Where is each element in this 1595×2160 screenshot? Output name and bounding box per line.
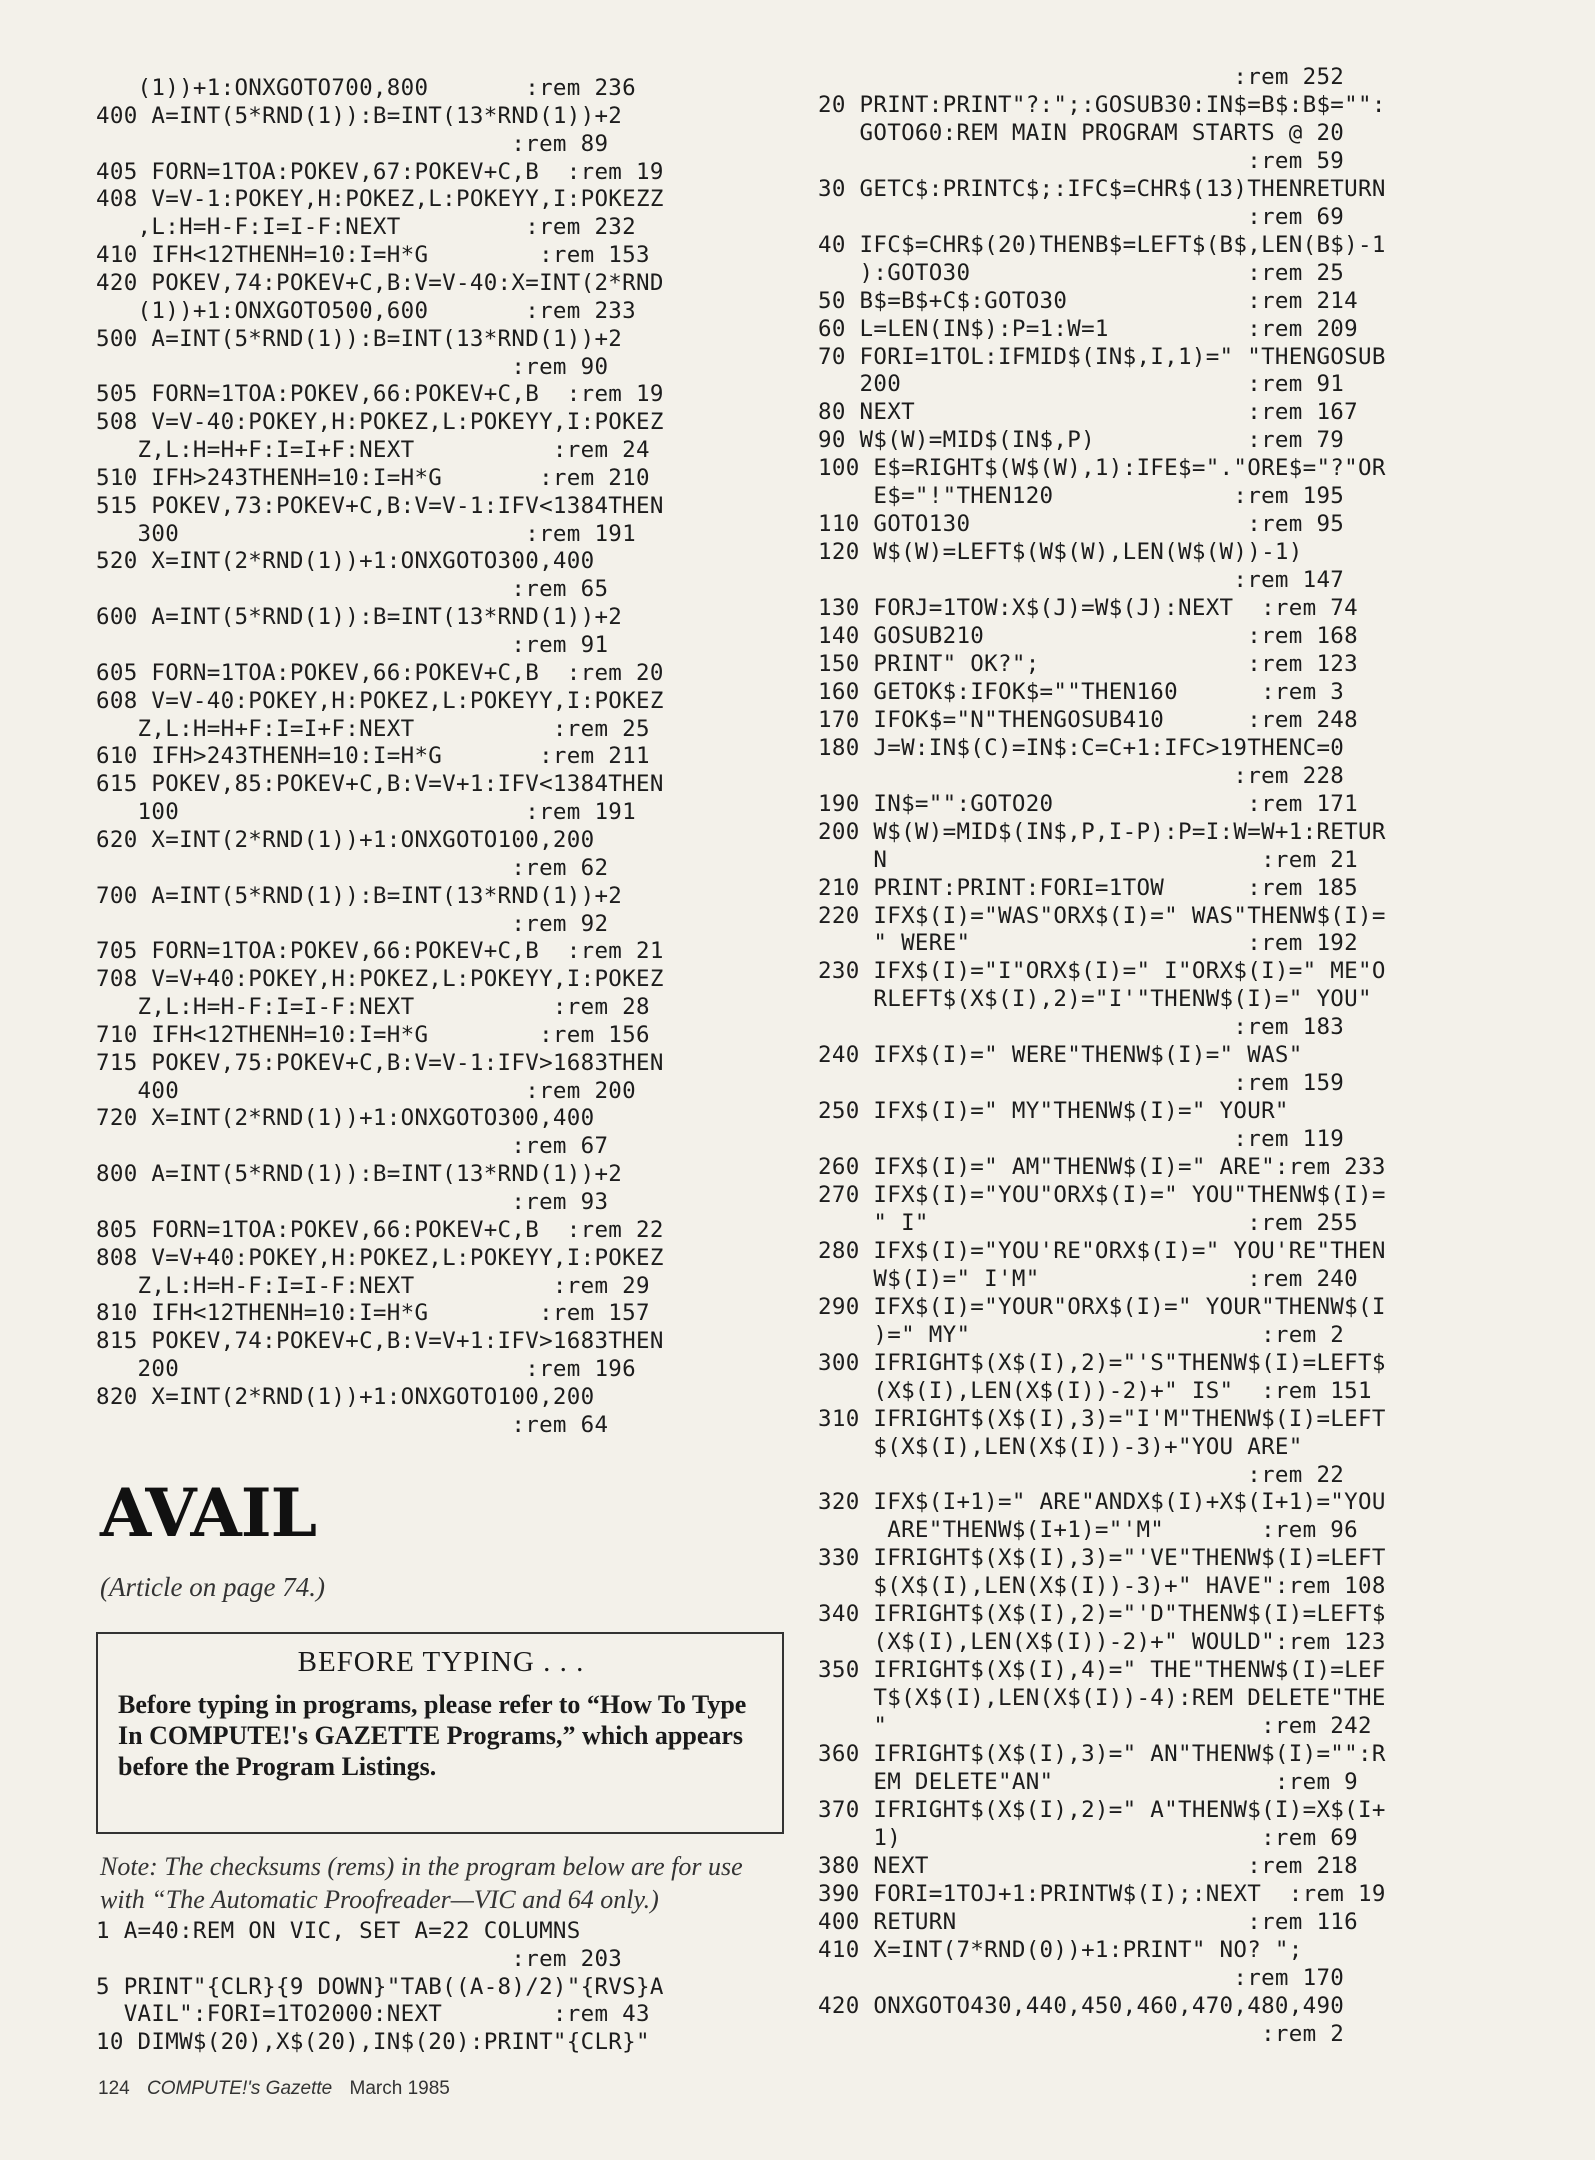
code-line: 200 :rem 91 bbox=[818, 371, 1345, 398]
code-line: 220 IFX$(I)="WAS"ORX$(I)=" WAS"THENW$(I)= bbox=[818, 902, 1386, 929]
code-line: 805 FORN=1TOA:POKEV,66:POKEV+C,B :rem 22 bbox=[96, 1216, 664, 1243]
code-line: Z,L:H=H-F:I=I-F:NEXT :rem 29 bbox=[96, 1272, 650, 1299]
code-line: Z,L:H=H-F:I=I-F:NEXT :rem 28 bbox=[96, 994, 650, 1021]
code-line: 605 FORN=1TOA:POKEV,66:POKEV+C,B :rem 20 bbox=[96, 659, 664, 686]
code-line: 280 IFX$(I)="YOU'RE"ORX$(I)=" YOU'RE"THEN bbox=[818, 1237, 1386, 1264]
code-line: 90 W$(W)=MID$(IN$,P) :rem 79 bbox=[818, 427, 1345, 454]
code-line: :rem 147 bbox=[818, 567, 1345, 594]
code-line: :rem 64 bbox=[96, 1411, 609, 1438]
code-line: 350 IFRIGHT$(X$(I),4)=" THE"THENW$(I)=LEF bbox=[818, 1657, 1386, 1684]
code-line: 420 ONXGOTO430,440,450,460,470,480,490 bbox=[818, 1992, 1345, 2019]
code-line: 390 FORI=1TOJ+1:PRINTW$(I);:NEXT :rem 19 bbox=[818, 1880, 1386, 1907]
box-body: Before typing in programs, please refer to “How To Type In COMPUTE!'s GAZETTE Programs,” which appears before the Program Listings. bbox=[118, 1690, 747, 1781]
code-line: 50 B$=B$+C$:GOTO30 :rem 214 bbox=[818, 287, 1358, 314]
code-line: :rem 90 bbox=[96, 353, 609, 380]
code-line: :rem 22 bbox=[818, 1461, 1345, 1488]
code-line: Z,L:H=H+F:I=I+F:NEXT :rem 24 bbox=[96, 437, 650, 464]
code-line: (1))+1:ONXGOTO500,600 :rem 233 bbox=[96, 297, 636, 324]
code-line: :rem 170 bbox=[818, 1964, 1345, 1991]
code-line: 600 A=INT(5*RND(1)):B=INT(13*RND(1))+2 bbox=[96, 604, 623, 631]
code-line: E$="!"THEN120 :rem 195 bbox=[818, 483, 1345, 510]
code-line: Z,L:H=H+F:I=I+F:NEXT :rem 25 bbox=[96, 715, 650, 742]
code-line: 170 IFOK$="N"THENGOSUB410 :rem 248 bbox=[818, 706, 1358, 733]
code-line: 60 L=LEN(IN$):P=1:W=1 :rem 209 bbox=[818, 315, 1358, 342]
code-line: 510 IFH>243THENH=10:I=H*G :rem 210 bbox=[96, 464, 650, 491]
code-line: (1))+1:ONXGOTO700,800 :rem 236 bbox=[96, 75, 636, 101]
code-line: 400 RETURN :rem 116 bbox=[818, 1908, 1358, 1935]
code-line: 1) :rem 69 bbox=[818, 1824, 1358, 1851]
code-line: 5 PRINT"{CLR}{9 DOWN}"TAB((A-8)/2)"{RVS}A bbox=[96, 1973, 664, 2000]
code-line: 330 IFRIGHT$(X$(I),3)="'VE"THENW$(I)=LEFT bbox=[818, 1545, 1386, 1572]
code-line: 180 J=W:IN$(C)=IN$:C=C+1:IFC>19THENC=0 bbox=[818, 734, 1345, 761]
code-line: 270 IFX$(I)="YOU"ORX$(I)=" YOU"THENW$(I)= bbox=[818, 1182, 1386, 1208]
code-line: 500 A=INT(5*RND(1)):B=INT(13*RND(1))+2 bbox=[96, 325, 623, 352]
before-typing-box bbox=[96, 1632, 784, 1834]
code-line: 808 V=V+40:POKEY,H:POKEZ,L:POKEYY,I:POKEZ bbox=[96, 1244, 664, 1271]
code-line: 10 DIMW$(20),X$(20),IN$(20):PRINT"{CLR}" bbox=[96, 2029, 650, 2056]
code-line: :rem 89 bbox=[96, 130, 609, 157]
code-line: 400 :rem 200 bbox=[96, 1077, 636, 1104]
article-reference: (Article on page 74.) bbox=[100, 1572, 325, 1602]
code-line: 100 E$=RIGHT$(W$(W),1):IFE$="."ORE$="?"OR bbox=[818, 455, 1386, 482]
code-line: 300 IFRIGHT$(X$(I),2)="'S"THENW$(I)=LEFT$ bbox=[818, 1349, 1386, 1376]
code-line: 405 FORN=1TOA:POKEV,67:POKEV+C,B :rem 19 bbox=[96, 158, 664, 185]
code-line: 360 IFRIGHT$(X$(I),3)=" AN"THENW$(I)="":R bbox=[818, 1741, 1386, 1767]
code-line: 160 GETOK$:IFOK$=""THEN160 :rem 3 bbox=[818, 678, 1345, 705]
code-line: 120 W$(W)=LEFT$(W$(W),LEN(W$(W))-1) bbox=[818, 539, 1303, 566]
box-title: BEFORE TYPING . . . bbox=[297, 1646, 585, 1678]
code-line: 130 FORJ=1TOW:X$(J)=W$(J):NEXT :rem 74 bbox=[818, 595, 1358, 622]
code-line: 1 A=40:REM ON VIC, SET A=22 COLUMNS bbox=[96, 1918, 581, 1944]
code-line: 40 IFC$=CHR$(20)THENB$=LEFT$(B$,LEN(B$)-1 bbox=[818, 231, 1386, 258]
code-line: )=" MY" :rem 2 bbox=[818, 1321, 1345, 1348]
code-line: 700 A=INT(5*RND(1)):B=INT(13*RND(1))+2 bbox=[96, 882, 623, 909]
code-line: " WERE" :rem 192 bbox=[818, 930, 1358, 957]
code-line: EM DELETE"AN" :rem 9 bbox=[818, 1768, 1358, 1795]
code-line: 720 X=INT(2*RND(1))+1:ONXGOTO300,400 bbox=[96, 1105, 595, 1132]
code-line: :rem 159 bbox=[818, 1070, 1345, 1097]
code-line: 608 V=V-40:POKEY,H:POKEZ,L:POKEYY,I:POKEZ bbox=[96, 687, 664, 714]
page-number: 124 bbox=[98, 2078, 130, 2099]
code-line: :rem 91 bbox=[96, 632, 609, 658]
code-line: 400 A=INT(5*RND(1)):B=INT(13*RND(1))+2 bbox=[96, 102, 623, 129]
code-line: ARE"THENW$(I+1)="'M" :rem 96 bbox=[818, 1517, 1358, 1544]
code-line: 515 POKEV,73:POKEV+C,B:V=V-1:IFV<1384THEN bbox=[96, 492, 664, 519]
code-line: :rem 59 bbox=[818, 147, 1345, 174]
code-line: 820 X=INT(2*RND(1))+1:ONXGOTO100,200 bbox=[96, 1383, 595, 1410]
code-line: 310 IFRIGHT$(X$(I),3)="I'M"THENW$(I)=LEFT bbox=[818, 1405, 1386, 1432]
code-line: 260 IFX$(I)=" AM"THENW$(I)=" ARE":rem 233 bbox=[818, 1154, 1386, 1181]
code-line: 340 IFRIGHT$(X$(I),2)="'D"THENW$(I)=LEFT$ bbox=[818, 1601, 1386, 1628]
code-line: :rem 62 bbox=[96, 854, 609, 881]
code-line: 140 GOSUB210 :rem 168 bbox=[818, 623, 1358, 649]
code-line: W$(I)=" I'M" :rem 240 bbox=[818, 1265, 1358, 1292]
issue-date: March 1985 bbox=[349, 2078, 450, 2099]
code-line: (X$(I),LEN(X$(I))-2)+" WOULD":rem 123 bbox=[818, 1629, 1386, 1656]
code-line: :rem 67 bbox=[96, 1133, 609, 1160]
code-line: 80 NEXT :rem 167 bbox=[818, 399, 1358, 426]
code-line: 230 IFX$(I)="I"ORX$(I)=" I"ORX$(I)=" ME"O bbox=[818, 958, 1386, 985]
code-line: " I" :rem 255 bbox=[818, 1209, 1358, 1236]
code-line: :rem 228 bbox=[818, 762, 1345, 789]
code-line: :rem 119 bbox=[818, 1126, 1345, 1153]
code-line: 815 POKEV,74:POKEV+C,B:V=V+1:IFV>1683THEN bbox=[96, 1328, 664, 1355]
code-line: 800 A=INT(5*RND(1)):B=INT(13*RND(1))+2 bbox=[96, 1161, 623, 1188]
code-line: VAIL":FORI=1TO2000:NEXT :rem 43 bbox=[96, 2001, 650, 2028]
code-line: RLEFT$(X$(I),2)="I'"THENW$(I)=" YOU" bbox=[818, 986, 1372, 1013]
code-line: 190 IN$="":GOTO20 :rem 171 bbox=[818, 790, 1358, 817]
code-line: 240 IFX$(I)=" WERE"THENW$(I)=" WAS" bbox=[818, 1042, 1303, 1069]
code-line: 520 X=INT(2*RND(1))+1:ONXGOTO300,400 bbox=[96, 548, 595, 575]
code-line: ,L:H=H-F:I=I-F:NEXT :rem 232 bbox=[96, 214, 636, 241]
code-line: $(X$(I),LEN(X$(I))-3)+" HAVE":rem 108 bbox=[818, 1573, 1386, 1600]
code-line: 380 NEXT :rem 218 bbox=[818, 1852, 1358, 1879]
checksum-note: Note: The checksums (rems) in the program below are for use with “The Automatic Proofreader—VIC and 64 only.) bbox=[100, 1852, 743, 1914]
code-line: 705 FORN=1TOA:POKEV,66:POKEV+C,B :rem 21 bbox=[96, 938, 664, 965]
code-line: 408 V=V-1:POKEY,H:POKEZ,L:POKEYY,I:POKEZZ bbox=[96, 186, 664, 213]
code-line: 610 IFH>243THENH=10:I=H*G :rem 211 bbox=[96, 743, 650, 770]
code-line: 505 FORN=1TOA:POKEV,66:POKEV+C,B :rem 19 bbox=[96, 381, 664, 408]
code-line: 300 :rem 191 bbox=[96, 520, 636, 547]
magazine-name: COMPUTE!'s Gazette bbox=[146, 2078, 333, 2099]
code-line: :rem 69 bbox=[818, 203, 1345, 230]
code-line: :rem 252 bbox=[818, 64, 1345, 90]
code-line: T$(X$(I),LEN(X$(I))-4):REM DELETE"THE bbox=[818, 1685, 1386, 1712]
code-line: 20 PRINT:PRINT"?:";:GOSUB30:IN$=B$:B$="": bbox=[818, 91, 1386, 118]
code-line: :rem 65 bbox=[96, 576, 609, 603]
code-line: 410 X=INT(7*RND(0))+1:PRINT" NO? "; bbox=[818, 1936, 1303, 1963]
code-line: 150 PRINT" OK?"; :rem 123 bbox=[818, 650, 1358, 677]
code-line: :rem 93 bbox=[96, 1189, 609, 1215]
code-line: 810 IFH<12THENH=10:I=H*G :rem 157 bbox=[96, 1300, 650, 1327]
code-line: N :rem 21 bbox=[818, 846, 1358, 873]
code-line: 320 IFX$(I+1)=" ARE"ANDX$(I)+X$(I+1)="YOU bbox=[818, 1489, 1386, 1516]
page-footer bbox=[98, 2078, 450, 2100]
code-line: 200 :rem 196 bbox=[96, 1356, 636, 1383]
code-line: 420 POKEV,74:POKEV+C,B:V=V-40:X=INT(2*RND bbox=[96, 269, 664, 296]
code-line: 620 X=INT(2*RND(1))+1:ONXGOTO100,200 bbox=[96, 826, 595, 853]
code-line: :rem 2 bbox=[818, 2020, 1345, 2047]
code-line: 210 PRINT:PRINT:FORI=1TOW :rem 185 bbox=[818, 874, 1358, 901]
program-title: AVAIL bbox=[100, 1474, 316, 1552]
code-line: 615 POKEV,85:POKEV+C,B:V=V+1:IFV<1384THEN bbox=[96, 771, 664, 798]
code-line: 110 GOTO130 :rem 95 bbox=[818, 511, 1345, 538]
code-line: 290 IFX$(I)="YOUR"ORX$(I)=" YOUR"THENW$(I bbox=[818, 1293, 1386, 1320]
code-line: 370 IFRIGHT$(X$(I),2)=" A"THENW$(I)=X$(I+ bbox=[818, 1796, 1386, 1823]
code-line: 30 GETC$:PRINTC$;:IFC$=CHR$(13)THENRETURN bbox=[818, 175, 1386, 202]
code-line: 70 FORI=1TOL:IFMID$(IN$,I,1)=" "THENGOSUB bbox=[818, 343, 1386, 370]
code-line: 710 IFH<12THENH=10:I=H*G :rem 156 bbox=[96, 1021, 650, 1048]
code-line: 410 IFH<12THENH=10:I=H*G :rem 153 bbox=[96, 242, 650, 269]
code-line: 708 V=V+40:POKEY,H:POKEZ,L:POKEYY,I:POKEZ bbox=[96, 966, 664, 993]
code-line: :rem 183 bbox=[818, 1014, 1345, 1041]
code-line: 100 :rem 191 bbox=[96, 799, 636, 826]
code-line: 250 IFX$(I)=" MY"THENW$(I)=" YOUR" bbox=[818, 1098, 1289, 1125]
code-line: " :rem 242 bbox=[818, 1713, 1372, 1740]
code-line: (X$(I),LEN(X$(I))-2)+" IS" :rem 151 bbox=[818, 1377, 1372, 1404]
code-line: ):GOTO30 :rem 25 bbox=[818, 259, 1345, 286]
code-line: 508 V=V-40:POKEY,H:POKEZ,L:POKEYY,I:POKEZ bbox=[96, 409, 664, 436]
code-line: :rem 92 bbox=[96, 910, 609, 937]
code-line: :rem 203 bbox=[96, 1945, 623, 1972]
code-line: GOTO60:REM MAIN PROGRAM STARTS @ 20 bbox=[818, 119, 1345, 146]
code-line: 715 POKEV,75:POKEV+C,B:V=V-1:IFV>1683THEN bbox=[96, 1049, 664, 1076]
code-line: $(X$(I),LEN(X$(I))-3)+"YOU ARE" bbox=[818, 1433, 1303, 1460]
code-line: 200 W$(W)=MID$(IN$,P,I-P):P=I:W=W+1:RETUR bbox=[818, 818, 1386, 845]
